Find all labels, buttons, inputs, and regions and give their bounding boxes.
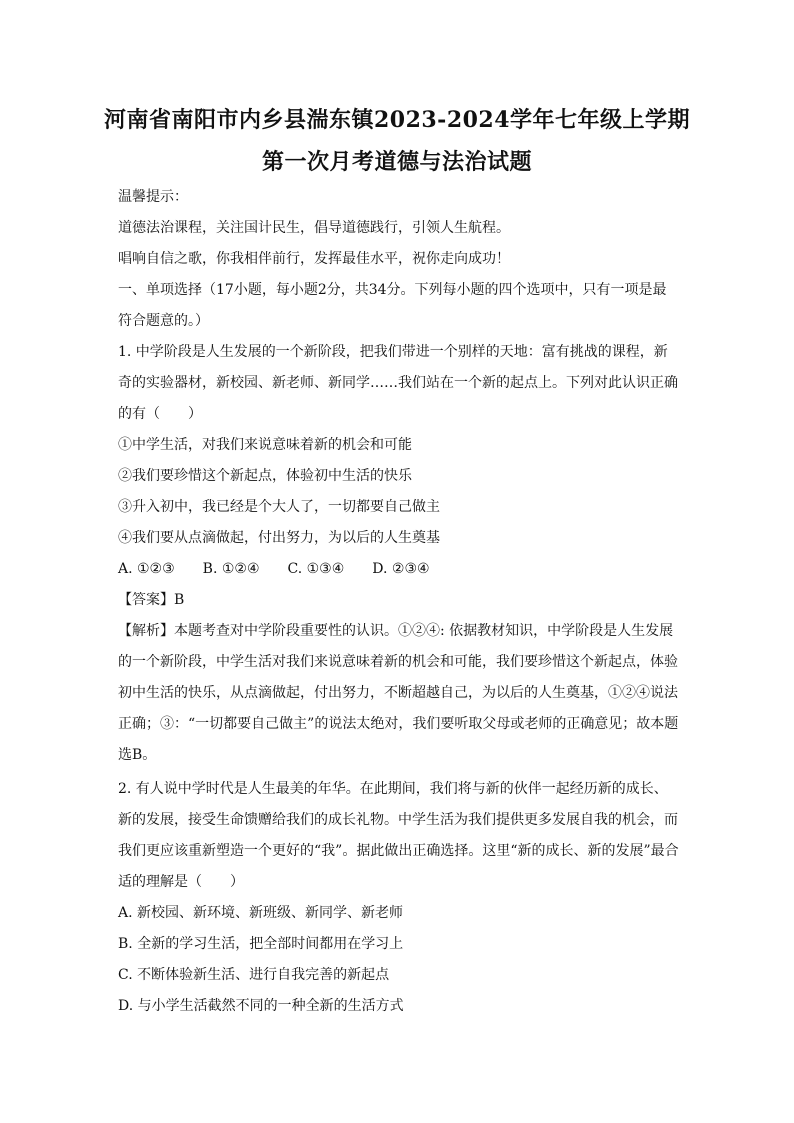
question-2-stem: 我们更应该重新塑造一个更好的“我”。据此做出正确选择。这里“新的成长、新的发展”最合 — [118, 843, 679, 859]
question-1-analysis: 【解析】本题考查对中学阶段重要性的认识。①②④: 依据教材知识，中学阶段是人生发展 — [118, 623, 674, 639]
exam-title-line-2: 第一次月考道德与法治试题 — [261, 149, 532, 175]
question-2-option-a: A. 新校园、新环境、新班级、新同学、新老师 — [118, 905, 404, 921]
exam-title-line-1: 河南省南阳市内乡县湍东镇2023-2024学年七年级上学期 — [103, 107, 691, 133]
question-1-statement: ②我们要珍惜这个新起点，体验初中生活的快乐 — [118, 468, 412, 484]
question-2-stem: 2. 有人说中学时代是人生最美的年华。在此期间，我们将与新的伙伴一起经历新的成长、 — [118, 781, 668, 797]
question-1-analysis: 选B。 — [118, 747, 157, 763]
tips-heading: 温馨提示： — [118, 189, 188, 205]
question-1-statement: ①中学生活，对我们来说意味着新的机会和可能 — [118, 437, 412, 453]
question-1-answer: 【答案】B — [118, 592, 185, 608]
question-1-stem: 1. 中学阶段是人生发展的一个新阶段，把我们带进一个别样的天地：富有挑战的课程，新 — [118, 344, 668, 360]
section-heading: 一、单项选择（17小题，每小题2分，共34分。下列每小题的四个选项中，只有一项是最 — [118, 282, 667, 298]
question-1-analysis: 的一个新阶段，中学生活对我们来说意味着新的机会和可能，我们要珍惜这个新起点，体验 — [118, 654, 678, 670]
question-1-stem: 的有（ ） — [118, 406, 202, 422]
question-1-statement: ③升入初中，我已经是个大人了，一切都要自己做主 — [118, 499, 440, 515]
question-1-analysis: 正确；③：“一切都要自己做主”的说法太绝对，我们要听取父母或老师的正确意见；故本题 — [118, 716, 679, 732]
question-2-option-b: B. 全新的学习生活，把全部时间都用在学习上 — [118, 936, 404, 952]
tips-line: 唱响自信之歌，你我相伴前行，发挥最佳水平，祝你走向成功！ — [118, 251, 510, 267]
tips-line: 道德法治课程，关注国计民生，倡导道德践行，引领人生航程。 — [118, 220, 510, 236]
question-2-stem: 新的发展，接受生命馈赠给我们的成长礼物。中学生活为我们提供更多发展自我的机会，而 — [118, 812, 678, 828]
question-1-statement: ④我们要从点滴做起，付出努力，为以后的人生奠基 — [118, 530, 440, 546]
section-heading: 符合题意的。） — [118, 313, 209, 329]
question-1-options: A. ①②③ B. ①②④ C. ①③④ D. ②③④ — [118, 561, 430, 577]
question-1-stem: 奇的实验器材，新校园、新老师、新同学……我们站在一个新的起点上。下列对此认识正确 — [118, 375, 678, 391]
question-1-analysis: 初中生活的快乐，从点滴做起，付出努力，不断超越自己，为以后的人生奠基，①②④说法 — [118, 685, 678, 701]
question-2-option-d: D. 与小学生活截然不同的一种全新的生活方式 — [118, 998, 404, 1014]
question-2-option-c: C. 不断体验新生活、进行自我完善的新起点 — [118, 967, 390, 983]
question-2-stem: 适的理解是（ ） — [118, 874, 244, 890]
